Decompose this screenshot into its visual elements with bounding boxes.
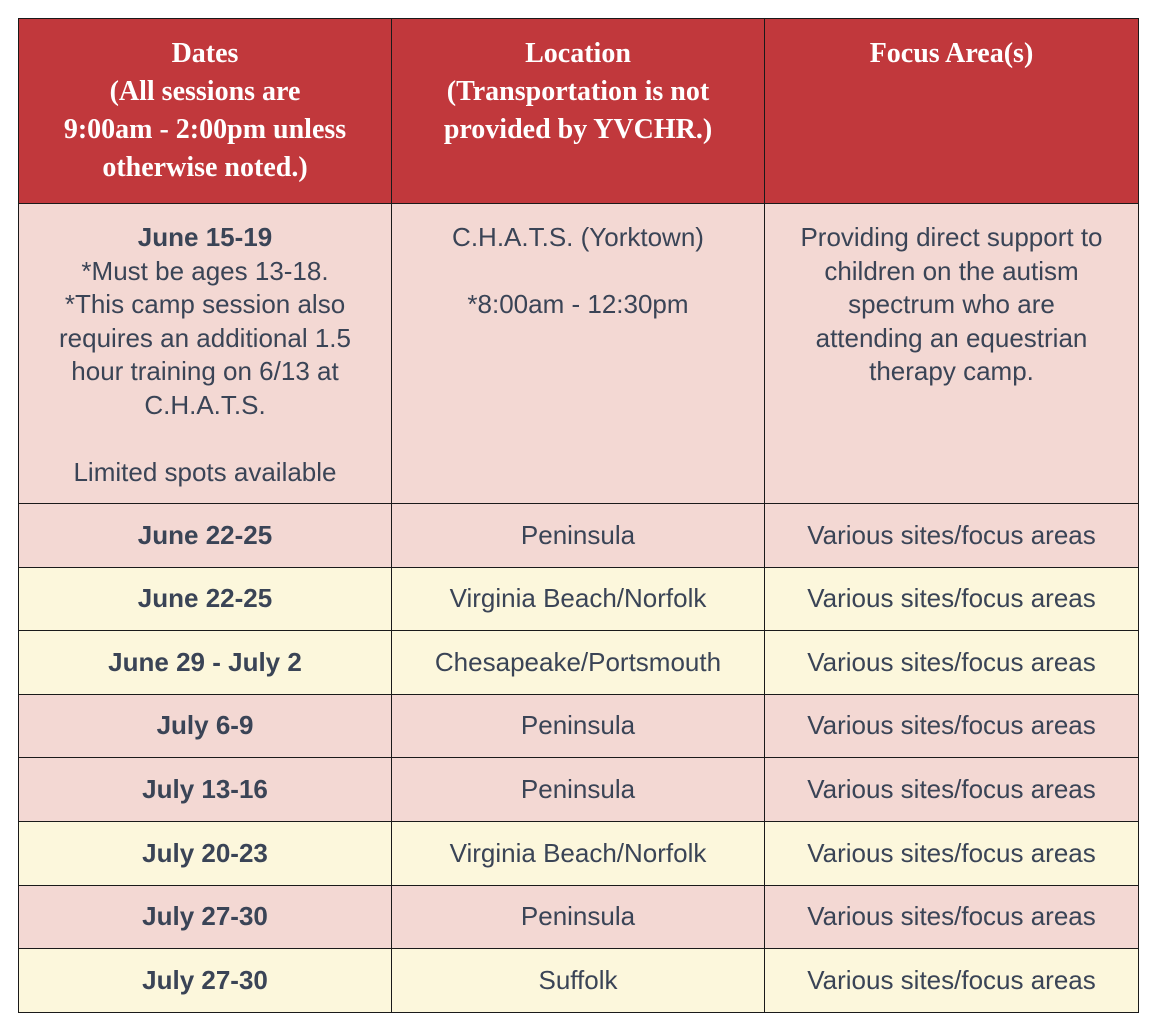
- table-row: [19, 758, 1139, 822]
- cell-location: [392, 204, 765, 504]
- table-row: [19, 631, 1139, 695]
- cell-focus: Various sites/focus areas: [765, 949, 1139, 1013]
- header-location-note-line: (Transportation is not: [446, 76, 710, 107]
- header-location-title: Location: [525, 38, 631, 69]
- session-date: June 15-19: [137, 222, 273, 252]
- cell-dates: July 6-9: [19, 694, 392, 758]
- cell-focus: Various sites/focus areas: [765, 885, 1139, 949]
- cell-location: Suffolk: [392, 949, 765, 1013]
- table-row: [19, 204, 1139, 504]
- cell-location: Chesapeake/Portsmouth: [392, 631, 765, 695]
- limited-spots-note: Limited spots available: [73, 456, 337, 487]
- header-dates-title: Dates: [171, 38, 239, 69]
- cell-dates: July 27-30: [19, 885, 392, 949]
- cell-focus: Various sites/focus areas: [765, 758, 1139, 822]
- table-row: [19, 821, 1139, 885]
- header-row: [19, 19, 1139, 204]
- focus-line: children on the autism: [824, 255, 1079, 286]
- cell-dates: July 13-16: [19, 758, 392, 822]
- cell-location: Peninsula: [392, 504, 765, 568]
- cell-focus: Various sites/focus areas: [765, 567, 1139, 631]
- session-schedule-table: [18, 18, 1139, 1013]
- table-row: [19, 885, 1139, 949]
- spacer: [27, 422, 383, 456]
- cell-focus: [765, 204, 1139, 504]
- cell-location: Virginia Beach/Norfolk: [392, 567, 765, 631]
- table-row: [19, 567, 1139, 631]
- cell-dates: June 29 - July 2: [19, 631, 392, 695]
- session-note-line: *Must be ages 13-18.: [81, 255, 329, 286]
- header-dates-note-line: otherwise noted.): [102, 152, 308, 183]
- cell-focus: Various sites/focus areas: [765, 694, 1139, 758]
- table-row: [19, 504, 1139, 568]
- cell-focus: Various sites/focus areas: [765, 504, 1139, 568]
- session-note-line: requires an additional 1.5: [59, 322, 351, 353]
- cell-dates: [19, 204, 392, 504]
- focus-line: Providing direct support to: [800, 222, 1103, 252]
- session-note-line: hour training on 6/13 at: [71, 356, 339, 386]
- focus-line: attending an equestrian: [815, 322, 1088, 353]
- cell-dates: July 27-30: [19, 949, 392, 1013]
- cell-focus: Various sites/focus areas: [765, 821, 1139, 885]
- header-dates: [19, 19, 392, 204]
- session-time-note: *8:00am - 12:30pm: [467, 289, 689, 319]
- cell-dates: July 20-23: [19, 821, 392, 885]
- spacer: [400, 255, 756, 289]
- table-row: [19, 694, 1139, 758]
- cell-location: Peninsula: [392, 694, 765, 758]
- cell-location: Peninsula: [392, 758, 765, 822]
- cell-focus: Various sites/focus areas: [765, 631, 1139, 695]
- header-dates-note-line: 9:00am - 2:00pm unless: [63, 114, 347, 145]
- cell-location: Peninsula: [392, 885, 765, 949]
- header-focus-areas: [765, 19, 1139, 204]
- header-dates-note-line: (All sessions are: [109, 76, 301, 107]
- header-focus-title: Focus Area(s): [869, 38, 1034, 69]
- session-note-line: *This camp session also: [64, 289, 346, 319]
- header-location-note-line: provided by YVCHR.): [443, 114, 713, 145]
- focus-line: therapy camp.: [869, 356, 1034, 386]
- cell-location: Virginia Beach/Norfolk: [392, 821, 765, 885]
- session-location: C.H.A.T.S. (Yorktown): [452, 222, 704, 252]
- header-location: [392, 19, 765, 204]
- cell-dates: June 22-25: [19, 504, 392, 568]
- cell-dates: June 22-25: [19, 567, 392, 631]
- table-row: [19, 949, 1139, 1013]
- session-note-line: C.H.A.T.S.: [144, 389, 266, 420]
- focus-line: spectrum who are: [848, 289, 1055, 319]
